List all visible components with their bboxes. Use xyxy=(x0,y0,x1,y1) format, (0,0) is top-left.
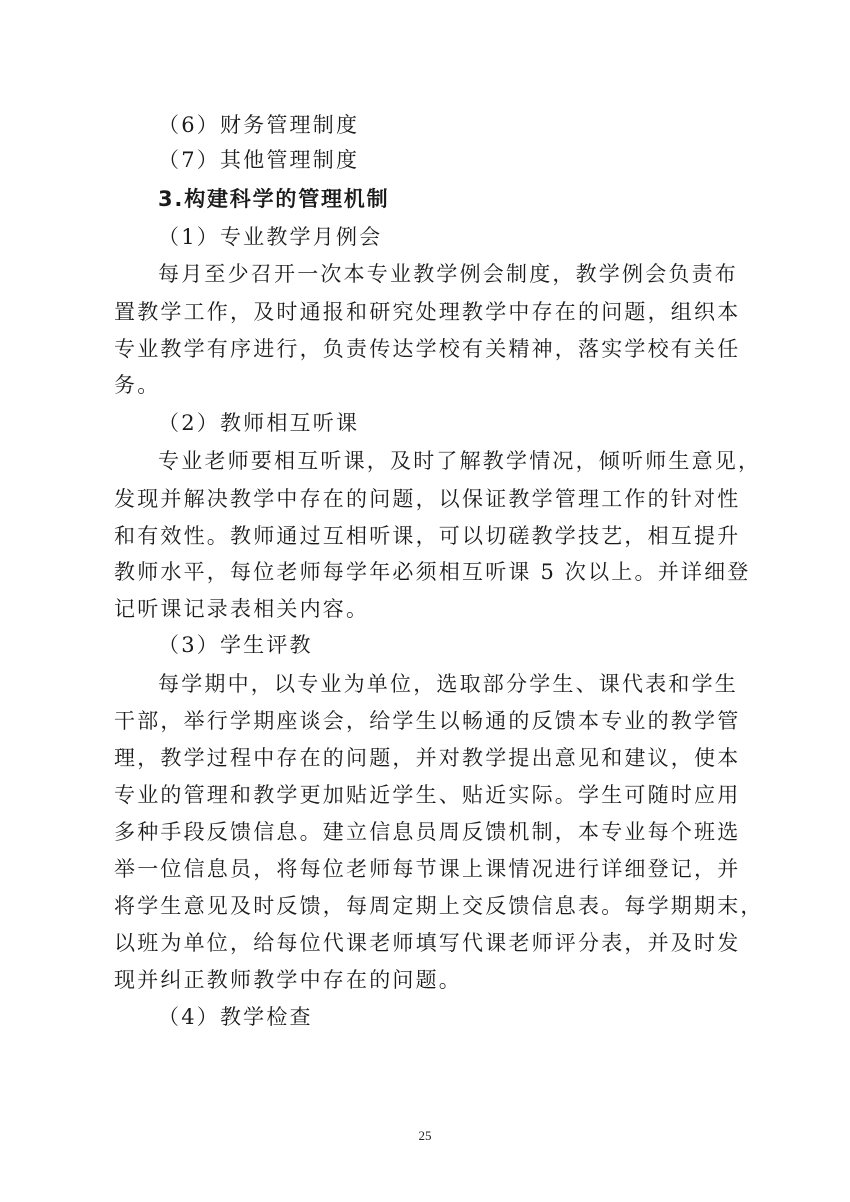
subsection-heading-3: （3）学生评教 xyxy=(158,633,313,657)
paragraph-line: 教师水平，每位老师每学年必须相互听课 5 次以上。并详细登 xyxy=(114,560,751,584)
paragraph-line: 专业的管理和教学更加贴近学生、贴近实际。学生可随时应用 xyxy=(114,783,741,807)
subsection-heading-2: （2）教师相互听课 xyxy=(158,411,360,435)
paragraph-line: 记听课记录表相关内容。 xyxy=(114,597,370,621)
paragraph-line: 以班为单位，给每位代课老师填写代课老师评分表，并及时发 xyxy=(114,931,741,955)
paragraph-line: 干部，举行学期座谈会，给学生以畅通的反馈本专业的教学管 xyxy=(114,709,741,733)
paragraph-line: 置教学工作，及时通报和研究处理教学中存在的问题，组织本 xyxy=(114,300,741,324)
subsection-heading-1: （1）专业教学月例会 xyxy=(158,225,383,249)
paragraph-line: 理，教学过程中存在的问题，并对教学提出意见和建议，使本 xyxy=(114,746,741,770)
page-number: 25 xyxy=(418,1128,432,1143)
subsection-item-7: （7）其他管理制度 xyxy=(158,148,360,172)
paragraph-line: 多种手段反馈信息。建立信息员周反馈机制，本专业每个班选 xyxy=(114,820,741,844)
subsection-heading-4: （4）教学检查 xyxy=(158,1005,313,1029)
paragraph-line: 务。 xyxy=(114,373,161,397)
paragraph-line: 举一位信息员，将每位老师每节课上课情况进行详细登记，并 xyxy=(114,857,741,881)
paragraph-line: 专业教学有序进行，负责传达学校有关精神，落实学校有关任 xyxy=(114,337,741,361)
paragraph-line: 将学生意见及时反馈，每周定期上交反馈信息表。每学期期末， xyxy=(114,894,764,918)
section-heading: 3.构建科学的管理机制 xyxy=(158,187,390,211)
paragraph-line: 现并纠正教师教学中存在的问题。 xyxy=(114,968,462,992)
paragraph-line: 每月至少召开一次本专业教学例会制度，教学例会负责布 xyxy=(158,262,738,286)
paragraph-line: 专业老师要相互听课，及时了解教学情况，倾听师生意见， xyxy=(158,449,762,473)
paragraph-line: 每学期中，以专业为单位，选取部分学生、课代表和学生 xyxy=(158,672,738,696)
paragraph-line: 和有效性。教师通过互相听课，可以切磋教学技艺，相互提升 xyxy=(114,524,741,548)
subsection-item-6: （6）财务管理制度 xyxy=(158,113,360,137)
paragraph-line: 发现并解决教学中存在的问题，以保证教学管理工作的针对性 xyxy=(114,487,741,511)
